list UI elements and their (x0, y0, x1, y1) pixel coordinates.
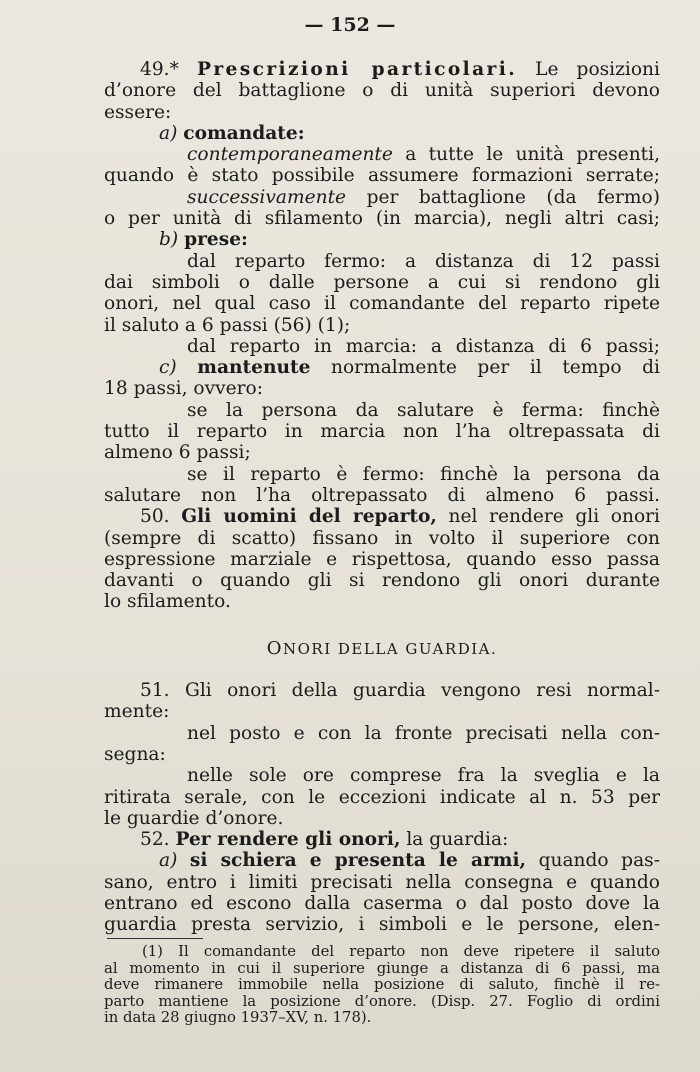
page-number: — 152 — (304, 14, 396, 36)
paragraph-number: 50. (140, 506, 170, 528)
item-label: a) (159, 850, 178, 872)
text-line: dal reparto fermo: a distanza di 12 passi (187, 250, 660, 272)
footnote-line: parto mantiene la posizione d’onore. (Disp. 27. Foglio di ordini (104, 992, 660, 1010)
text-line: dai simboli o dalle persone a cui si rendono gli (104, 271, 660, 293)
text-line: (sempre di scatto) fissano in volto il superiore con (104, 527, 660, 549)
paragraph-title: Per rendere gli onori, (175, 829, 401, 851)
footnote-line: in data 28 giugno 1937–XV, n. 178). (104, 1009, 372, 1026)
text-line: lo sfilamento. (104, 591, 231, 613)
text-line: nelle sole ore comprese fra la sveglia e la (187, 765, 660, 787)
text-line: essere: (104, 101, 172, 123)
text-line: mente: (104, 701, 170, 723)
section-heading (104, 638, 660, 660)
footnote (104, 944, 660, 1027)
item-title: mantenute (197, 357, 311, 379)
text-line: guardia presta servizio, i simboli e le persone, elen- (104, 914, 660, 936)
item-title: comandate: (183, 122, 305, 144)
text-line: o per unità di sfilamento (in marcia), negli altri casi; (104, 208, 660, 230)
text-line: se il reparto è fermo: finchè la persona da (187, 463, 660, 485)
paragraph-number: 49.* (140, 59, 179, 80)
footnote-line: (1) Il comandante del reparto non deve ripetere il saluto (142, 943, 660, 960)
text-line: davanti o quando gli si rendono gli onori durante (104, 570, 660, 592)
paragraph-number: 51. (140, 680, 170, 702)
text-line: entrano ed escono dalla caserma o dal posto dove la (104, 892, 660, 914)
text-line: le guardie d’onore. (104, 807, 284, 829)
item-label: a) (159, 122, 178, 144)
text-line: successivamente per battaglione (da fermo) (187, 186, 660, 208)
paragraph-49-line-1: 49.* Prescrizioni particolari. Le posizioni (140, 59, 660, 80)
text-line: se la persona da salutare è ferma: finchè (187, 399, 660, 421)
text-line: 18 passi, ovvero: (104, 378, 263, 400)
text-line: ritirata serale, con le eccezioni indicate al n. 53 per (104, 786, 660, 808)
text-line: d’onore del battaglione o di unità superiori devono (104, 80, 660, 102)
text-line: almeno 6 passi; (104, 442, 251, 464)
footnote-divider (107, 938, 203, 939)
item-a-heading: a) si schiera e presenta le armi, quando pas- (159, 850, 660, 872)
text-line: contemporaneamente a tutte le unità presenti, (187, 144, 660, 166)
text-line: sano, entro i limiti precisati nella consegna e quando (104, 871, 660, 893)
text-line: quando è stato possibile assumere formazioni serrate; (104, 165, 660, 187)
paragraph-51-line-1: 51. Gli onori della guardia vengono resi normal- (140, 680, 660, 702)
section-heading-initial: O (266, 637, 283, 659)
text-line: salutare non l’ha oltrepassato di almeno 6 passi. (104, 484, 660, 506)
paragraph-50-line-1: 50. Gli uomini del reparto, nel rendere gli onori (140, 506, 660, 528)
item-label: c) (159, 357, 177, 379)
item-c-heading: c) mantenute normalmente per il tempo di (159, 357, 660, 379)
text-line: nel posto e con la fronte precisati nella con- (187, 722, 660, 744)
paragraph-title: Gli uomini del reparto, (181, 506, 437, 528)
item-title: prese: (184, 229, 248, 251)
body-text (104, 59, 660, 936)
text-line: tutto il reparto in marcia non l’ha oltrepassata di (104, 421, 660, 443)
text-line: dal reparto in marcia: a distanza di 6 passi; (187, 335, 660, 357)
text-line: il saluto a 6 passi (56) (1); (104, 314, 351, 336)
footnote-line: al momento in cui il superiore giunge a distanza di 6 passi, ma (104, 959, 660, 977)
footnote-line: deve rimanere immobile nella posizione di saluto, finchè il re- (104, 976, 660, 993)
paragraph-52-line-1: 52. Per rendere gli onori, la guardia: (140, 829, 509, 851)
text-line: segna: (104, 743, 166, 765)
item-a-heading (104, 123, 660, 144)
item-label: b) (159, 229, 179, 251)
item-b-heading (104, 229, 660, 250)
paragraph-title: Prescrizioni particolari. (196, 59, 518, 80)
section-heading-rest: NORI DELLA GUARDIA. (283, 639, 498, 658)
text-line: espressione marziale e rispettosa, quando esso passa (104, 548, 660, 570)
text-line: onori, nel qual caso il comandante del reparto ripete (104, 293, 660, 315)
item-title: si schiera e presenta le armi, (189, 850, 526, 872)
paragraph-number: 52. (140, 829, 170, 851)
